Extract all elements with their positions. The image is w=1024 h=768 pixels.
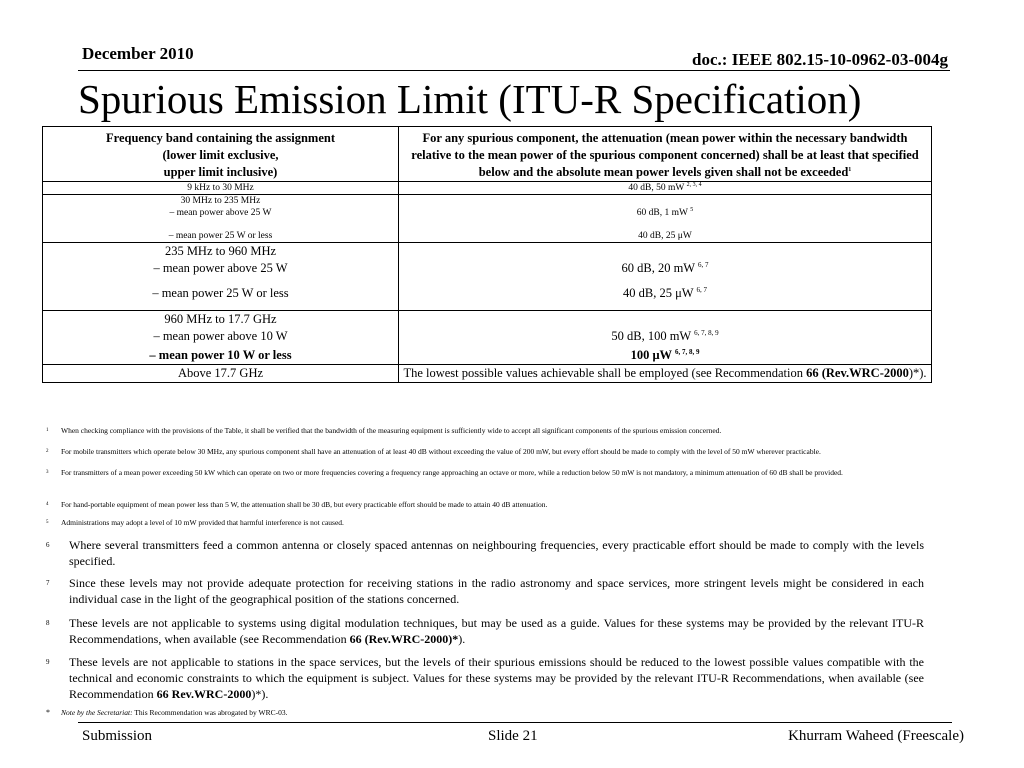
footnote-1: 1 When checking compliance with the provisions of the Table, it shall be verified that the bandwidth of the measuring equipment is sufficiently wide to accept all significant components of the spurious emission concerned. [46, 426, 722, 435]
footer-divider [78, 722, 952, 723]
footnote-2: 2 For mobile transmitters which operate below 30 MHz, any spurious component shall have an attenuation of at least 40 dB without exceeding the value of 200 mW, but every effort should be made to comply with the level of 50 mW wherever practicable. [46, 447, 821, 456]
table-row [43, 195, 932, 243]
footnote-5: 5 Administrations may adopt a level of 10 mW provided that harmful interference is not caused. [46, 518, 344, 527]
table-header-row [43, 127, 932, 182]
limit-cell: 50 dB, 100 mW $^{6, 7, 8, 9}$ 100 μW $^{6, 7, 8, 9}$ [399, 311, 932, 365]
footer-slide-number: Slide 21 [488, 728, 538, 744]
limit-cell: The lowest possible values achievable shall be employed (see Recommendation 66 (Rev.WRC-2000)*). [399, 365, 932, 383]
band-cell: 9 kHz to 30 MHz [43, 182, 399, 195]
table-row [43, 182, 932, 195]
footnote-7: 7 Since these levels may not provide adequate protection for receiving stations in the radio astronomy and space services, more stringent levels might be considered in each individual case in the light of the geographical position of the stations concerned. [46, 576, 924, 606]
spurious-emission-table [42, 126, 932, 383]
band-cell: 960 MHz to 17.7 GHz – mean power above 10 W – mean power 10 W or less [43, 311, 399, 365]
footnote-8: 8 These levels are not applicable to systems using digital modulation techniques, but may be used as a guide. Values for these systems may be provided by the relevant ITU-R Recommendations, when available (see Recommendation 66 (Rev.WRC-2000)*). [46, 616, 924, 646]
table-row [43, 365, 932, 383]
footnote-9: 9 These levels are not applicable to stations in the space services, but the levels of their spurious emissions should be reduced to the lowest possible values compatible with the technical and economic constraints to which the equipment is subject. Values for these systems may be provided by the relevant ITU-R Recommendations, when available (see Recommendation 66 Rev.WRC-2000)*). [46, 655, 924, 701]
footnote-6: 6 Where several transmitters feed a common antenna or closely spaced antennas on neighbouring frequencies, every practicable effort should be made to comply with the levels specified. [46, 538, 924, 568]
band-cell: 235 MHz to 960 MHz – mean power above 25 W – mean power 25 W or less [43, 243, 399, 311]
footnote-3: 3 For transmitters of a mean power exceeding 50 kW which can operate on two or more frequencies covering a frequency range approaching an octave or more, while a reduction below 50 mW is not mandatory, a minimum attenuation of 60 dB shall be provided. [46, 468, 843, 477]
band-cell: Above 17.7 GHz [43, 365, 399, 383]
footer-submission: Submission [82, 728, 153, 744]
slide-title: Spurious Emission Limit (ITU-R Specification) [78, 76, 862, 122]
limit-cell: 60 dB, 20 mW $^{6, 7}$ 40 dB, 25 μW $^{6, 7}$ [399, 243, 932, 311]
table-row [43, 243, 932, 311]
header-attenuation: For any spurious component, the attenuation (mean power within the necessary bandwidth relative to the mean power of the spurious component concerned) shall be at least that specified below and the absolute mean power levels given shall not be exceeded$^1$ [399, 127, 932, 182]
limit-cell: 60 dB, 1 mW $^5$ 40 dB, 25 μW [399, 195, 932, 243]
header-date: December 2010 [82, 44, 194, 63]
header-frequency-band: Frequency band containing the assignment (lower limit exclusive, upper limit inclusive) [43, 127, 399, 182]
limit-cell: 40 dB, 50 mW $^{2, 3, 4}$ [399, 182, 932, 195]
footnote-4: 4 For hand-portable equipment of mean power less than 5 W, the attenuation shall be 30 dB, but every practicable effort should be made to attain 40 dB attenuation. [46, 500, 548, 509]
header-divider [78, 70, 950, 71]
band-cell: 30 MHz to 235 MHz – mean power above 25 W – mean power 25 W or less [43, 195, 399, 243]
footnote-secretariat-note: * Note by the Secretariat: This Recommendation was abrogated by WRC-03. [46, 708, 288, 717]
header-doc-id: doc.: IEEE 802.15-10-0962-03-004g [692, 50, 948, 69]
footer-author: Khurram Waheed (Freescale) [788, 728, 964, 744]
table-row [43, 311, 932, 365]
